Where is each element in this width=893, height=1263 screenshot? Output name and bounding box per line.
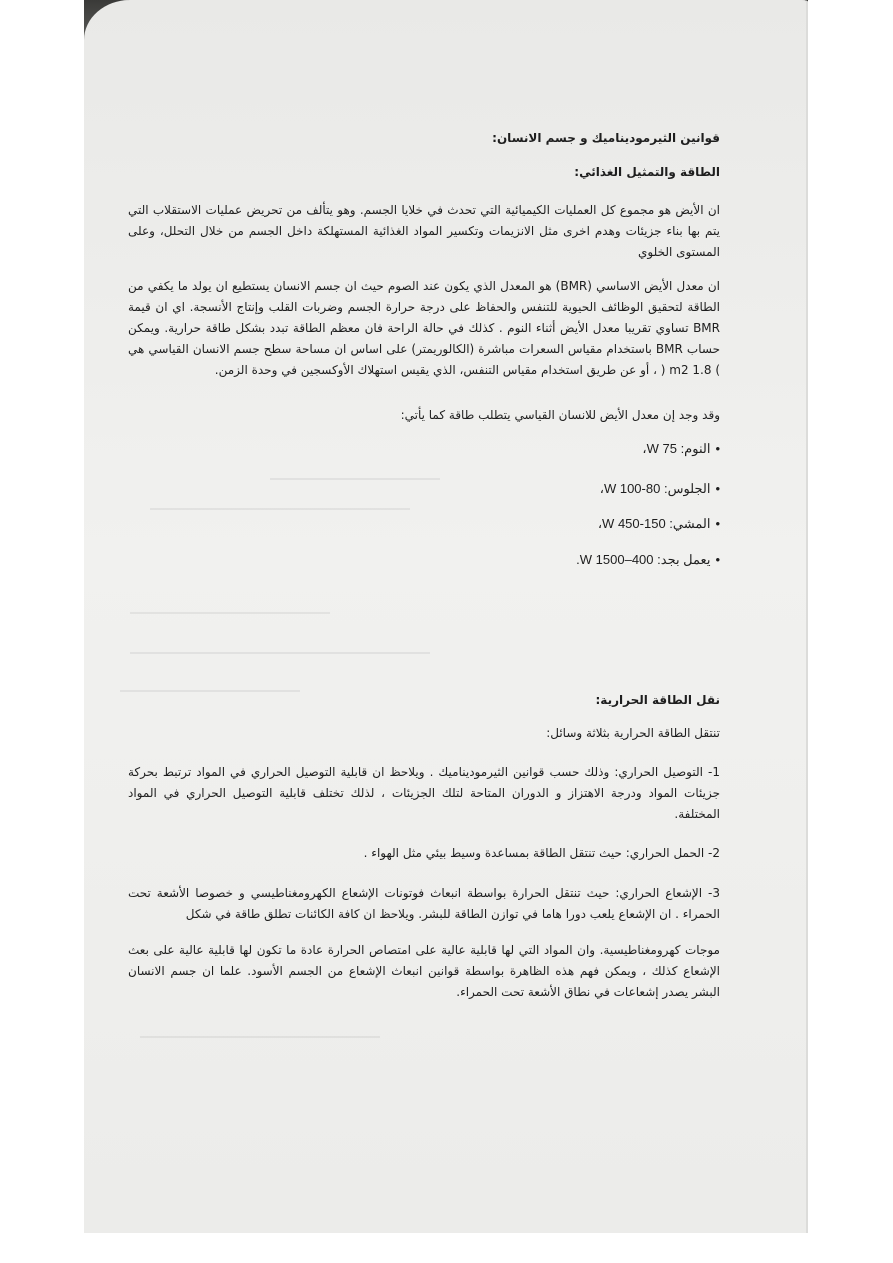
bullet-item-sitting [600, 478, 720, 499]
bullet-text: النوم: 75 W، [642, 441, 711, 456]
paragraph-radiation: 3- الإشعاع الحراري: حيث تنتقل الحرارة بواسطة انبعاث فوتونات الإشعاع الكهرومغناطيسي و خصوصا الأشعة تحت الحمراء . ان الإشعاع يلعب دورا هاما في توازن الطاقة للبشر. ويلاحظ ان كافة الكائنات تطلق طاقة في شكل [128, 886, 720, 921]
bullet-text: المشي: 150-450 W، [597, 516, 711, 531]
section-heading-energy-metabolism: الطاقة والتمثيل الغذائي: [574, 165, 720, 179]
bullet-icon: • [715, 516, 720, 531]
bullet-text: الجلوس: 80-100 W، [599, 481, 711, 496]
bullet-item-hard-work [576, 549, 720, 570]
bleed-through-mark [130, 612, 330, 614]
paragraph-metabolism-definition: ان الأيض هو مجموع كل العمليات الكيميائية التي تحدث في خلايا الجسم. وهو يتألف من تحريض عمليات الاستقلاب التي يتم بها بناء جزيئات وهدم اخرى مثل الانزيمات وتكسير المواد الغذائية المستهلكة داخل الجسم من خلال التحلل، وعلى المستوى الخلوي [128, 203, 720, 259]
paragraph-conduction: 1- التوصيل الحراري: وذلك حسب قوانين الثيرموديناميك . ويلاحظ ان قابلية التوصيل الحراري في المواد ترتبط بحركة جزيئات المواد ودرجة الاهتزاز و الدوران المتاحة لتلك الجزيئات ، لذلك تختلف قابلية التوصيل الحراري في المواد المختلفة. [128, 765, 720, 821]
bullet-item-sleep [642, 438, 720, 459]
bullet-text: يعمل بجد: 400–1500 W. [576, 552, 711, 567]
bleed-through-mark [120, 690, 300, 692]
document-title: قوانين الثيرموديناميك و جسم الانسان: [492, 131, 720, 145]
section-heading-heat-transfer: نقل الطاقة الحرارية: [595, 693, 720, 707]
bullet-icon: • [715, 481, 720, 496]
paragraph-convection: 2- الحمل الحراري: حيث تنتقل الطاقة بمساعدة وسيط بيئي مثل الهواء . [363, 846, 720, 860]
bleed-through-mark [140, 1036, 380, 1038]
paper-sheet [84, 0, 808, 1233]
bullet-item-walking [598, 513, 720, 534]
paragraph-bmr: ان معدل الأيض الاساسي (BMR) هو المعدل الذي يكون عند الصوم حيث ان جسم الانسان يستطيع ان يولد ما يكفي من الطاقة لتحقيق الوظائف الحيوية للتنفس والحفاظ على درجة حرارة الجسم وضربات القلب وإنتاج الأنسجة. اي ان قيمة BMR تساوي تقريبا معدل الأيض أثناء النوم . كذلك في حالة الراحة فان معظم الطاقة تبدد بشكل طاقة حرارية. ويمكن حساب BMR باستخدام مقياس السعرات مباشرة (الكالوريمتر) على اساس ان مساحة سطح جسم الانسان القياسي هي ) 1.8 m2 ( ، أو عن طريق استخدام مقياس التنفس، الذي يقيس استهلاك الأوكسجين في وحدة الزمن. [128, 279, 721, 377]
heat-transfer-intro: تنتقل الطاقة الحرارية بثلاثة وسائل: [546, 726, 720, 740]
paragraph-radiation-continued: موجات كهرومغناطيسية. وان المواد التي لها قابلية عالية على امتصاص الحرارة عادة ما تكون لها قابلية عالية على بعث الإشعاع كذلك ، ويمكن فهم هذه الظاهرة بواسطة قوانين انبعاث الإشعاع من الجسم الأسود. علما ان جسم الانسان البشر يصدر إشعاعات في نطاق الأشعة تحت الحمراء. [128, 943, 720, 999]
bleed-through-mark [130, 652, 430, 654]
bullet-icon: • [715, 441, 720, 456]
bullet-icon: • [715, 552, 720, 567]
energy-requirements-intro: وقد وجد إن معدل الأيض للانسان القياسي يتطلب طاقة كما يأتي: [400, 408, 720, 422]
bleed-through-mark [150, 508, 410, 510]
bleed-through-mark [270, 478, 440, 480]
